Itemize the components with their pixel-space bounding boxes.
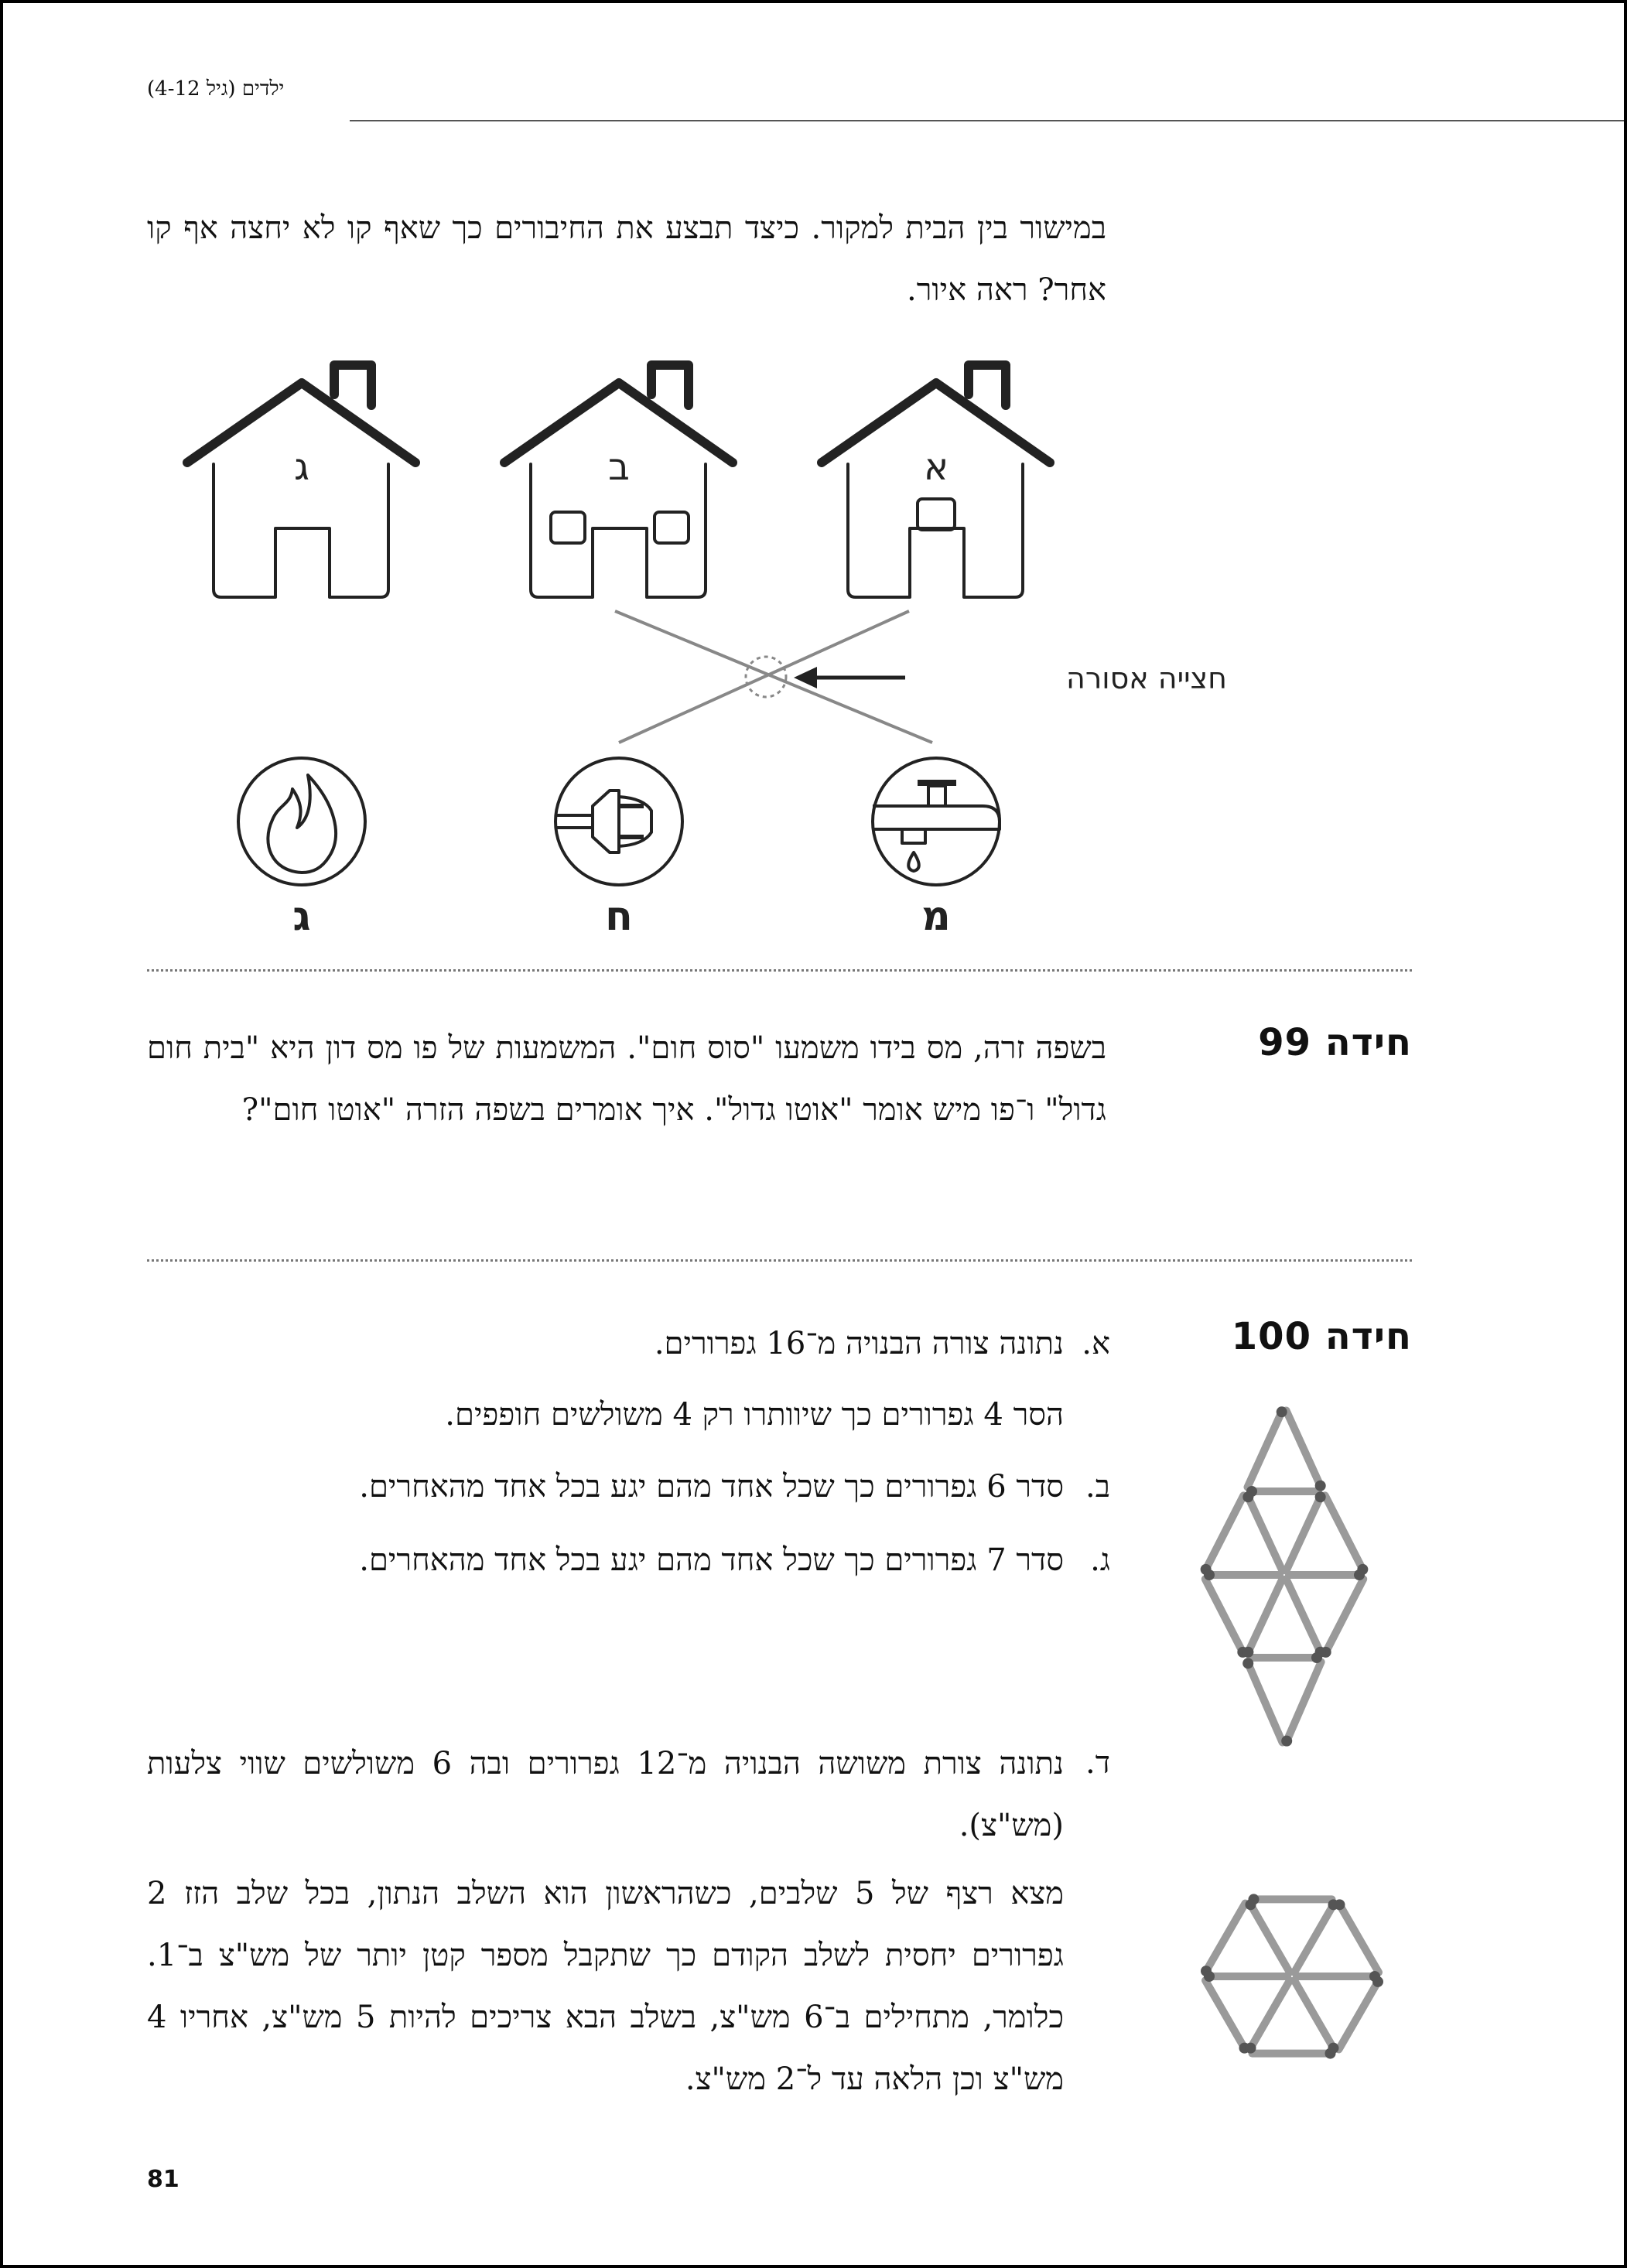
- matchstick-head: [1277, 1406, 1287, 1417]
- matchstick: [1339, 1904, 1379, 1973]
- matchstick-head: [1246, 2043, 1256, 2054]
- matchstick: [1205, 1579, 1244, 1653]
- section-divider-1: [147, 969, 1412, 972]
- section-divider-2: [147, 1259, 1412, 1262]
- matchstick-head: [1315, 1491, 1326, 1502]
- riddle-99-text: בשפה זרה, מס בידו משמעו "סוס חום". המשמעות של פו מס דון היא "בית חום גדול" ו־פו מיש אומר "אוטו גדול". איך אומרים בשפה הזרה "אוטו חום"?: [147, 1030, 1107, 1128]
- source-gimel-label: ג: [292, 893, 311, 940]
- matchstick-head: [1242, 1658, 1253, 1669]
- matchstick-head: [1246, 1899, 1256, 1910]
- matchstick: [1205, 1980, 1246, 2049]
- riddle-100-item-a: [147, 1325, 1110, 1364]
- matchstick: [1287, 1495, 1321, 1570]
- matchstick-head: [1311, 1652, 1322, 1663]
- matchstick-head: [1328, 2043, 1339, 2054]
- riddle-100-item-d-text: נתונה צורת משושה הבנויה מ־12 גפרורים ובה 6 משולשים שווי צלעות (מש"צ).: [147, 1746, 1064, 1843]
- matchstick-head: [1357, 1564, 1368, 1575]
- item-text: נתונה צורה הבנויה מ־16 גפרורים.: [654, 1326, 1064, 1361]
- matchstick: [1294, 1980, 1335, 2049]
- matchstick-head: [1242, 1647, 1253, 1658]
- riddle-99-title: חידה 99: [1258, 1021, 1412, 1064]
- riddle-100-item-d-paragraph: מצא רצף של 5 שלבים, כשהראשון הוא השלב הנתון, בכל שלב הזז 2 גפרורים יחסית לשלב הקודם כך שתקבל מספר קטן יותר של מש"צ ב־1. כלומר, מתחילים ב־6 מש"צ, בשלב הבא צריכים להיות 5 מש"צ, אחריו 4 מש"צ וכן הלאה עד ל־2 מש"צ.: [147, 1876, 1065, 2097]
- source-het-label: ח: [605, 893, 633, 940]
- matchstick-head: [1204, 1971, 1215, 1982]
- riddle-100-item-c: [147, 1542, 1110, 1580]
- riddle-100-item-b: [147, 1468, 1110, 1507]
- matchstick-head: [1281, 1736, 1292, 1747]
- matchstick-head: [1369, 1971, 1380, 1982]
- matchstick: [1287, 1579, 1321, 1653]
- item-marker: ג.: [1090, 1542, 1110, 1578]
- house-gimel-label: ג: [294, 446, 309, 489]
- matchstick: [1286, 1410, 1321, 1487]
- running-header: ילדים (גיל 4-12): [147, 77, 285, 101]
- item-marker: א.: [1082, 1326, 1110, 1361]
- house-alef-label: א: [923, 446, 949, 489]
- matchstick: [1205, 1495, 1244, 1570]
- item-marker: ב.: [1085, 1469, 1110, 1505]
- fire-icon: [238, 758, 365, 885]
- matchstick: [1325, 1579, 1364, 1653]
- matchstick: [1248, 1495, 1283, 1570]
- page-number: 81: [147, 2166, 179, 2193]
- matchstick: [1294, 1904, 1335, 1973]
- matchstick: [1247, 1410, 1282, 1487]
- matchstick: [1286, 1662, 1321, 1743]
- riddle-100-title: חידה 100: [1231, 1315, 1412, 1358]
- matchstick: [1247, 1662, 1282, 1743]
- header-rule: [350, 120, 1624, 121]
- electric-plug-icon: [555, 758, 682, 885]
- matchstick-rhombus-figure: [1153, 1392, 1431, 1795]
- houses-utilities-illustration: [155, 340, 1227, 951]
- matchstick: [1248, 1579, 1283, 1653]
- matchstick-head: [1242, 1491, 1253, 1502]
- source-mem-label: מ: [921, 893, 951, 940]
- matchstick-hexagon-figure: [1153, 1864, 1431, 2096]
- matchstick-head: [1204, 1569, 1215, 1580]
- riddle-98-text: במישור בין הבית למקור. כיצד תבצע את החיבורים כך שאף קו לא יחצה אף קו אחר? ראה איור.: [147, 210, 1106, 308]
- matchstick-head: [1315, 1481, 1326, 1491]
- riddle-100-item-a-continued: [147, 1396, 1110, 1435]
- item-text: הסר 4 גפרורים כך שיוותרו רק 4 משולשים חופפים.: [445, 1397, 1064, 1433]
- matchstick: [1205, 1904, 1246, 1973]
- item-text: סדר 6 גפרורים כך שכל אחד מהם יגע בכל אחד מהאחרים.: [359, 1469, 1064, 1505]
- matchstick-head: [1328, 1899, 1339, 1910]
- item-marker: ד.: [1085, 1745, 1110, 1781]
- matchstick: [1250, 1904, 1290, 1973]
- matchstick: [1325, 1495, 1364, 1570]
- matchstick: [1250, 1980, 1290, 2049]
- matchstick: [1339, 1980, 1379, 2049]
- water-tap-icon: [873, 758, 1000, 885]
- forbidden-label: חצייה אסורה: [1066, 661, 1227, 695]
- item-text: סדר 7 גפרורים כך שכל אחד מהם יגע בכל אחד מהאחרים.: [359, 1542, 1064, 1578]
- house-bet-label: ב: [608, 446, 630, 489]
